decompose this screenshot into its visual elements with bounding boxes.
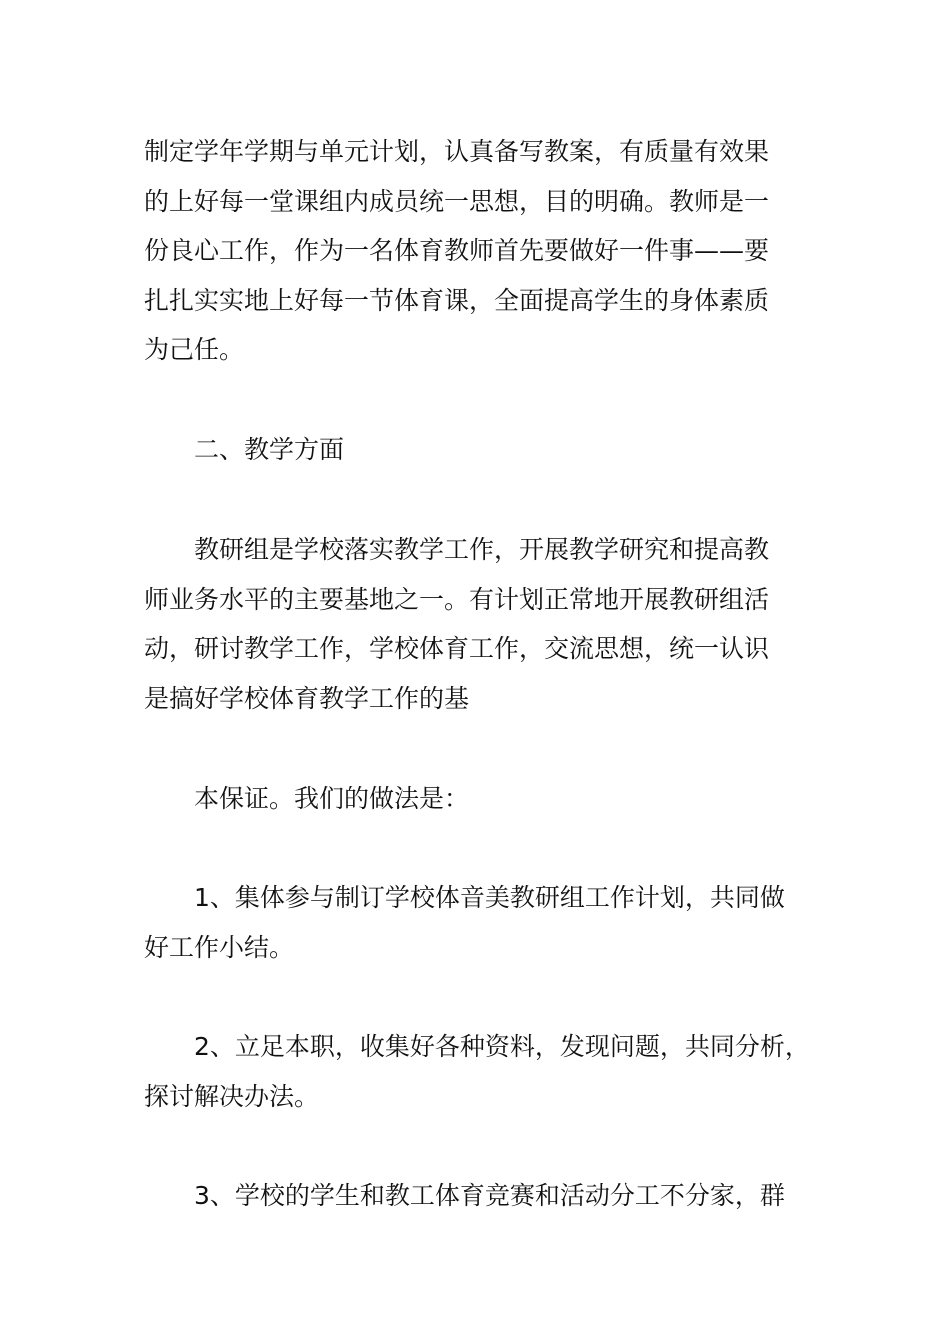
text-line: 探讨解决办法。 [144,1081,320,1111]
text-line: 师业务水平的主要基地之一。有计划正常地开展教研组活 [144,584,770,614]
text-line: 是搞好学校体育教学工作的基 [144,683,470,713]
heading-line: 二、教学方面 [194,435,345,464]
list-item-3 [144,1171,834,1221]
text-line: 1、集体参与制订学校体音美教研组工作计划，共同做 [194,883,785,912]
text-line: 动，研讨教学工作，学校体育工作，交流思想，统一认识 [144,634,770,663]
text-line: 本保证。我们的做法是： [194,784,470,813]
text-line: 的上好每一堂课组内成员统一思想，目的明确。教师是一 [144,186,770,216]
text-line: 制定学年学期与单元计划，认真备写教案，有质量有效果 [144,137,770,166]
text-line: 教研组是学校落实教学工作，开展教学研究和提高教 [194,535,770,564]
paragraph-research-group [144,525,834,723]
text-line: 为己任。 [144,335,245,364]
text-line: 好工作小结。 [144,932,295,962]
paragraph-our-approach [144,774,834,824]
text-line: 3、学校的学生和教工体育竞赛和活动分工不分家，群 [194,1181,785,1210]
list-item-2 [144,1022,834,1121]
list-item-1 [144,873,834,972]
section-heading-teaching [144,425,834,475]
text-line: 2、立足本职，收集好各种资料，发现问题，共同分析， [194,1032,810,1061]
text-line: 份良心工作，作为一名体育教师首先要做好一件事——要 [144,236,770,265]
paragraph-teaching-plan [144,127,834,375]
text-line: 扎扎实实地上好每一节体育课，全面提高学生的身体素质 [144,285,770,315]
